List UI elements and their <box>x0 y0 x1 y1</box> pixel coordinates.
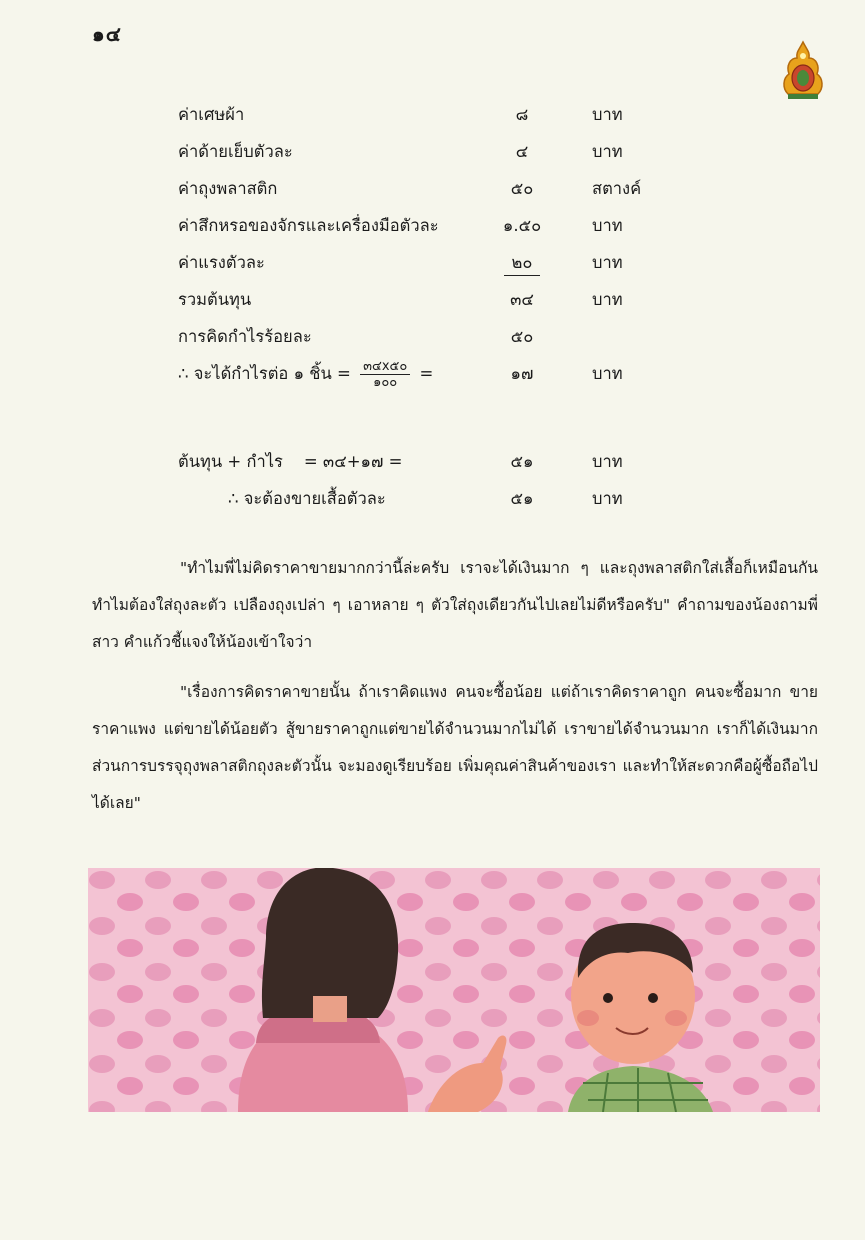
fraction-numerator: ๓๔x๕๐ <box>360 359 410 375</box>
cost-unit: สตางค์ <box>592 179 642 198</box>
total-amount: ๕๑ <box>510 452 534 471</box>
cost-plus-profit-row <box>178 445 698 482</box>
cost-amount-value: ๒๐ <box>504 253 541 276</box>
cost-amount: ๕๐ <box>510 327 534 346</box>
sale-price-amount: ๕๑ <box>510 489 534 508</box>
cost-amount: ๘ <box>515 105 529 124</box>
cost-unit: บาท <box>592 253 623 272</box>
profit-formula-row <box>178 357 698 407</box>
cost-label: รวมต้นทุน <box>178 290 252 309</box>
cost-unit: บาท <box>592 216 623 235</box>
profit-label: ∴ จะได้กำไรต่อ ๑ ชิ้น = <box>178 364 351 383</box>
illustration-sister-and-brother <box>88 868 820 1112</box>
cost-row <box>178 209 698 246</box>
sale-price-unit: บาท <box>592 489 623 508</box>
cost-label: ค่าสึกหรอของจักรและเครื่องมือตัวละ <box>178 216 439 235</box>
cost-label: ค่าแรงตัวละ <box>178 253 265 272</box>
total-formula: ต้นทุน + กำไร = ๓๔+๑๗ = <box>178 452 403 471</box>
total-unit: บาท <box>592 452 623 471</box>
cost-label: ค่าด้ายเย็บตัวละ <box>178 142 293 161</box>
equals-sign: = <box>419 364 434 383</box>
cost-row <box>178 135 698 172</box>
paragraph-text: "ทำไมพี่ไม่คิดราคาขายมากกว่านี้ล่ะครับ เราจะได้เงินมาก ๆ และถุงพลาสติกใส่เสื้อก็เหมือนกัน ทำไมต้องใส่ถุงละตัว เปลืองถุงเปล่า ๆ เอาหลาย ๆ ตัวใส่ถุงเดียวกันไปเลยไม่ดีหรือครับ" คำถามของน้องถามพี่สาว คำแก้วชี้แจงให้น้องเข้าใจว่า <box>92 559 818 651</box>
paragraph-text: "เรื่องการคิดราคาขายนั้น ถ้าเราคิดแพง คนจะซื้อน้อย แต่ถ้าเราคิดราคาถูก คนจะซื้อมาก ขายราคาแพง แต่ขายได้น้อยตัว สู้ขายราคาถูกแต่ขายได้จำนวนมากไม่ได้ เราขายได้จำนวนมาก เราก็ได้เงินมาก ส่วนการบรรจุถุงพลาสติกถุงละตัวนั้น จะมองดูเรียบร้อย เพิ่มคุณค่าสินค้าของเรา และทำให้สะดวกคือผู้ซื้อถือไปได้เลย" <box>92 683 818 812</box>
cost-amount: ๕๐ <box>510 179 534 198</box>
profit-fraction <box>360 359 410 390</box>
cost-row <box>178 246 698 283</box>
cost-label: ค่าเศษผ้า <box>178 105 245 124</box>
dialogue-paragraph-answer <box>92 674 818 822</box>
cost-amount: ๑.๕๐ <box>502 216 542 235</box>
cost-amount: ๔ <box>515 142 529 161</box>
cost-amount: ๓๔ <box>510 290 534 309</box>
cost-row <box>178 172 698 209</box>
sale-price-row <box>178 482 698 519</box>
cost-unit: บาท <box>592 142 623 161</box>
page-number: ๑๔ <box>92 22 122 46</box>
fraction-denominator: ๑๐๐ <box>373 375 398 390</box>
dialogue-paragraph-question <box>92 550 818 661</box>
cost-unit: บาท <box>592 290 623 309</box>
cost-label: การคิดกำไรร้อยละ <box>178 327 312 346</box>
profit-amount: ๑๗ <box>510 364 534 383</box>
profit-formula <box>178 359 433 390</box>
cost-unit: บาท <box>592 105 623 124</box>
cost-label: ค่าถุงพลาสติก <box>178 179 278 198</box>
profit-unit: บาท <box>592 364 623 383</box>
cost-row <box>178 98 698 135</box>
royal-emblem-logo <box>780 40 826 102</box>
cost-calculation-table <box>178 98 698 519</box>
cost-total-row <box>178 283 698 320</box>
cost-amount <box>483 250 561 276</box>
sale-price-label: ∴ จะต้องขายเสื้อตัวละ <box>228 489 386 508</box>
profit-percent-row <box>178 320 698 357</box>
